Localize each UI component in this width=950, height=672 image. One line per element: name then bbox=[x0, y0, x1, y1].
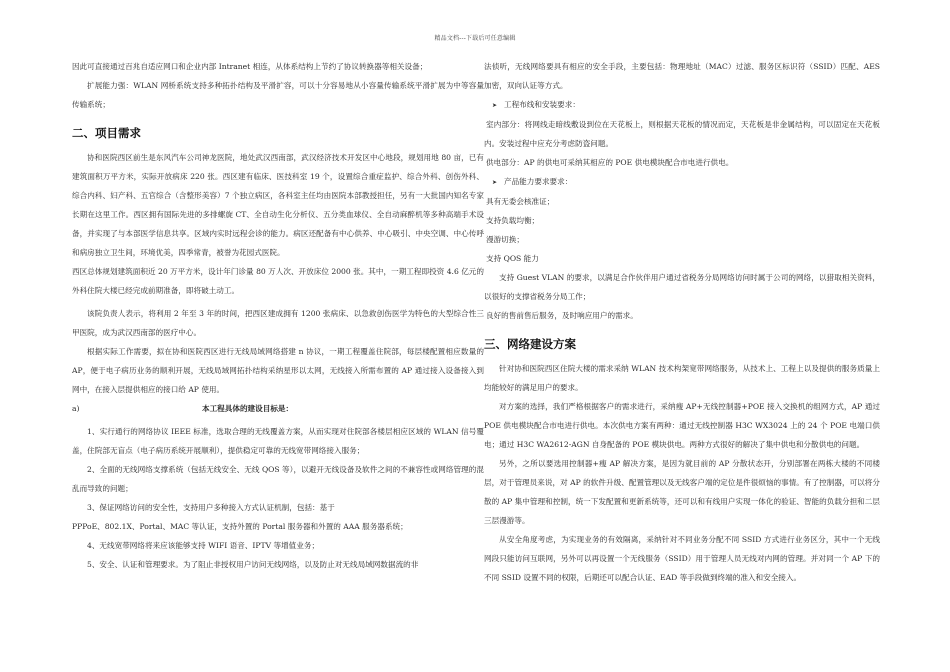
paragraph-planning: 西区总体规划建筑面积近 20 万平方米，设计年门诊量 80 万人次、开放床位 2000 张。其中，一期工程即投资 4.6 亿元的外科住院大楼已经完成前期准备，即将破土动工。 bbox=[72, 267, 484, 295]
arrow-bullet-icon: ➤ bbox=[492, 179, 498, 186]
objective-item-1: 1、实行通行的网络协议 IEEE 标准，选取合理的无线覆盖方案，从而实现对住院部各楼层相应区域的 WLAN 信号覆盖，住院部无盲点（电子病历系统开展顺利），提供稳定可靠的无线宽带网络接入服务； bbox=[72, 427, 484, 455]
objective-item-2: 2、全面的无线网络支撑系统（包括无线安全、无线 QOS 等），以避开无线设备及软件之间的不兼容性或网络管理的混乱而导致的问题； bbox=[72, 465, 484, 493]
right-column bbox=[484, 57, 880, 587]
objective-item-5: 5、安全、认证和管理要求。为了阻止非授权用户访问无线网络，以及防止对无线局域网数据流的非 bbox=[87, 560, 419, 569]
section-heading-solution: 三、网络建设方案 bbox=[484, 337, 576, 351]
req-qos: 支持 QOS 能力 bbox=[486, 254, 539, 263]
paragraph-expansion: 扩展能力强：WLAN 网桥系统支持多种拓扑结构及平滑扩容，可以十分容易地从小容量传输系统平滑扩展为中等容量传输系统； bbox=[72, 81, 484, 109]
paragraph-controller: 另外，之所以要选用控制器+瘦 AP 解决方案，是因为就目前的 AP 分散状态开，分别部署在两栋大楼的不同楼层，对于管理员来说，对 AP 的软件升级、配置管理以及无线客户端的定位是件很烦恼的事情。有了控制器，可以将分散的 AP 集中管理和控制，统一下发配置和更新系统等，还可以和有线用户实现一体化的验证、智能的负载分担和二层三层漫游等。 bbox=[484, 459, 880, 525]
paragraph-power: 供电部分：AP 的供电可采纳其相应的 POE 供电模块配合市电进行供电。 bbox=[486, 158, 734, 167]
paragraph-ssid-security: 从安全角度考虑，为实现业务的有效隔离，采纳针对不同业务分配不同 SSID 方式进行业务区分，其中一个无线网段只能访问互联网，另外可以再设置一个无线服务（SSID）用于管理人员无线对内网的管理。并对同一个 AP 下的不同 SSID 设置不同的权限，后期还可以配合认证、EAD 等手段做到终端的准入和安全接入。 bbox=[484, 535, 880, 582]
page-header: 精品文档---下载后可任意编辑 bbox=[434, 35, 516, 42]
paragraph-wlan-architecture: 针对协和医院西区住院大楼的需求采纳 WLAN 技术构架宽带网络服务，从技术上、工程上以及提供的服务质量上均能较好的满足用户的要求。 bbox=[484, 364, 880, 392]
paragraph-guest-vlan: 支持 Guest VLAN 的要求，以满足合作伙伴用户通过省税务分局网络访问时属于公司的网络，以猎取相关资料，以很好的支撑省税务分局工作； bbox=[484, 273, 880, 301]
objectives-heading bbox=[72, 399, 484, 418]
objective-item-3-cont: PPPoE、802.1X、Portal、MAC 等认证，支持外置的 Portal 服务器和外置的 AAA 服务器系统； bbox=[72, 522, 408, 531]
bullet-cabling-label: 工程布线和安装要求： bbox=[504, 100, 580, 109]
bullet-cabling bbox=[484, 95, 880, 115]
paragraph-intranet: 因此可直接通过百兆自适应网口和企业内部 Intranet 相连，从体系结构上节约了协议转换器等相关设备； bbox=[72, 62, 428, 71]
left-column bbox=[72, 57, 484, 574]
objectives-title: 本工程具体的建设目标是： bbox=[202, 404, 294, 413]
paragraph-hospital-intro: 协和医院西区前生是东风汽车公司神龙医院，地处武汉西南部，武汉经济技术开发区中心地段，规划用地 80 亩，已有建筑面积万平方米，实际开放病床 220 张。西区建有临床、医技科室 19 个，设置综合重症监护、综合外科、创伤外科、综合内科、妇产科、五官综合（含整形美容）7 个独立病区，各科室主任均由医院本部教授担任，另有一大批国内知名专家长期在这里工作。西区拥有国际先进的多排螺旋 CT、全自动生化分析仪、五分类血球仪、全自动麻醉机等多种高端手术设备，并实现了与本部医学信息共享。区域内实时远程会诊的能力。病区还配备有中心供养、中心吸引、中央空调、中心传呼和病房独立卫生间，环境优美，四季常青，被誉为花园式医院。 bbox=[72, 153, 484, 257]
paragraph-indoor: 室内部分：将网线走暗线敷设到位在天花板上，则根据天花板的情况而定，天花板是非金属结构，可以固定在天花板内。安装过程中应充分考虑防盗问题。 bbox=[484, 120, 880, 148]
req-load-balance: 支持负载均衡； bbox=[486, 216, 540, 225]
arrow-bullet-icon: ➤ bbox=[492, 102, 498, 109]
paragraph-leader-statement: 该院负责人表示，将利用 2 年至 3 年的时间，把西区建成拥有 1200 张病床、以急救创伤医学为特色的大型综合性三甲医院，成为武汉西南部的医疗中心。 bbox=[72, 309, 484, 337]
paragraph-security: 法侦听，无线网络要具有相应的安全手段，主要包括：物理地址（MAC）过滤、服务区标识符（SSID）匹配、AES 加密，双向认证等方式。 bbox=[484, 62, 880, 90]
bullet-product bbox=[484, 172, 880, 192]
req-roaming: 漫游切换； bbox=[486, 235, 524, 244]
paragraph-solution-choice: 对方案的选择，我们严格根据客户的需求进行，采纳瘦 AP+无线控制器+POE 接入交换机的组网方式，AP 通过 POE 供电模块配合市电进行供电。本次供电方案有两种：通过无线控制器 H3C WX3024 上的 24 个 POE 电端口供电；通过 H3C WA2612-AGN 自身配备的 POE 模块供电。两种方式很好的解决了集中供电和分散供电的问题。 bbox=[484, 402, 880, 449]
req-license: 具有无委会核准证； bbox=[486, 197, 555, 206]
objective-item-4: 4、无线宽带网络将来应该能够支持 WIFI 语音、IPTV 等增值业务； bbox=[87, 541, 320, 550]
paragraph-wlan-plan: 根据实际工作需要，拟在协和医院西区进行无线局域网络搭建 n 协议，一期工程覆盖住院部，每层楼配置相应数量的 AP，便于电子病历业务的顺利开展，无线局域网拓扑结构采纳星形以太网，无线接入所需布置的 AP 通过接入设备接入到网中，在接入层提供相应的接口给 AP 使用。 bbox=[72, 347, 484, 394]
objectives-label: a) bbox=[72, 404, 80, 413]
section-heading-requirements: 二、项目需求 bbox=[72, 126, 141, 140]
objective-item-3: 3、保证网络访问的安全性，支持用户多种接入方式认证机制，包括：基于 bbox=[87, 503, 335, 512]
bullet-product-label: 产品能力要求要求： bbox=[504, 177, 573, 186]
paragraph-service: 良好的售前售后服务，及时响应用户的需求。 bbox=[486, 311, 638, 320]
